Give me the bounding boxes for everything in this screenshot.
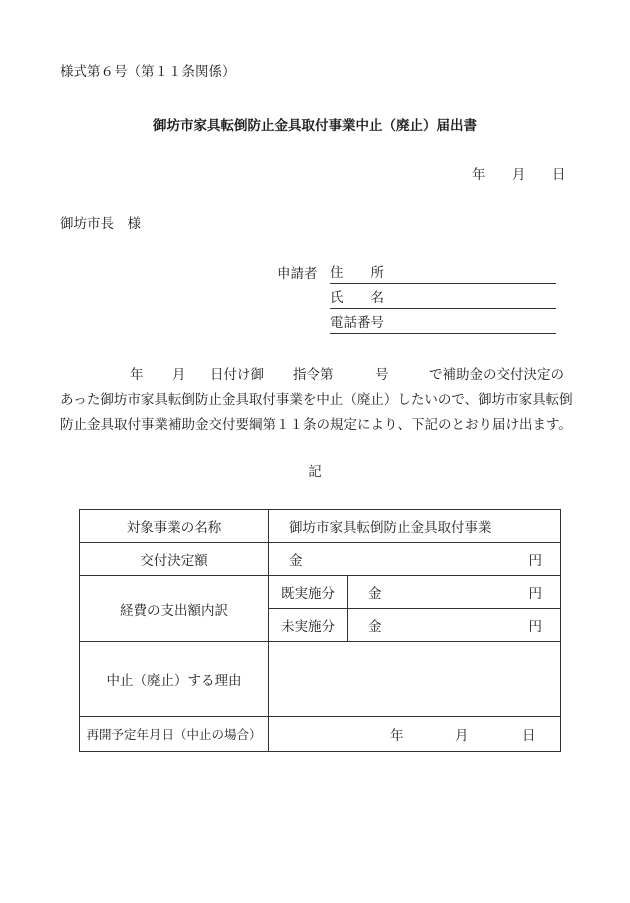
grant-yen: 円 — [528, 553, 542, 569]
row-reason — [80, 642, 561, 717]
paragraph-line-1 — [60, 363, 580, 388]
paragraph-number: 号 — [375, 367, 389, 383]
resume-date-value[interactable] — [269, 717, 561, 752]
paragraph-tail: で補助金の交付決定の — [429, 367, 564, 383]
paragraph-line-2-text: あった御坊市家具転倒防止金具取付事業を中止（廃止）したいので、御坊市家具転倒 — [60, 392, 573, 408]
address-label: 住 所 — [330, 265, 384, 281]
form-number: 様式第６号（第１１条関係） — [60, 64, 236, 80]
breakdown-label: 経費の支出額内訳 — [80, 576, 269, 642]
grant-amount-label: 交付決定額 — [80, 543, 269, 576]
phone-field[interactable] — [330, 314, 556, 334]
executed-money-prefix: 金 — [368, 586, 382, 602]
unexecuted-money-prefix: 金 — [368, 619, 382, 635]
executed-yen: 円 — [528, 586, 542, 602]
project-name-text: 御坊市家具転倒防止金具取付事業 — [289, 520, 492, 536]
applicant-label: 申請者 — [277, 266, 318, 282]
executed-label: 既実施分 — [269, 576, 348, 609]
unexecuted-label: 未実施分 — [269, 609, 348, 642]
unexecuted-yen: 円 — [528, 619, 542, 635]
details-table — [79, 509, 561, 752]
body-paragraph — [60, 363, 580, 438]
reason-value[interactable] — [269, 642, 561, 717]
note-heading: 記 — [308, 464, 322, 480]
reason-label: 中止（廃止）する理由 — [80, 642, 269, 717]
date-day: 日 — [552, 167, 566, 183]
row-project-name — [80, 510, 561, 543]
name-field[interactable] — [330, 289, 556, 309]
paragraph-month: 月 — [172, 367, 186, 383]
resume-month: 月 — [455, 728, 469, 744]
resume-day: 日 — [522, 728, 536, 744]
paragraph-dated: 日付け御 — [210, 367, 264, 383]
paragraph-directive: 指令第 — [293, 367, 334, 383]
paragraph-line-3-text: 防止金具取付事業補助金交付要綱第１１条の規定により、下記のとおり届け出ます。 — [60, 417, 572, 433]
project-name-label: 対象事業の名称 — [80, 510, 269, 543]
paragraph-line-3 — [60, 413, 580, 438]
date-month: 月 — [512, 167, 526, 183]
phone-label: 電話番号 — [330, 315, 384, 331]
document-title: 御坊市家具転倒防止金具取付事業中止（廃止）届出書 — [153, 118, 477, 134]
resume-year: 年 — [390, 728, 404, 744]
address-field[interactable] — [330, 264, 556, 284]
date-year: 年 — [472, 167, 486, 183]
unexecuted-amount[interactable] — [348, 609, 561, 642]
addressee: 御坊市長 様 — [60, 216, 141, 232]
executed-amount[interactable] — [348, 576, 561, 609]
paragraph-year: 年 — [130, 367, 144, 383]
grant-money-prefix: 金 — [289, 553, 303, 569]
grant-amount-value[interactable] — [269, 543, 561, 576]
row-executed — [80, 576, 561, 609]
row-grant-amount — [80, 543, 561, 576]
name-label: 氏 名 — [330, 290, 384, 306]
row-resume-date — [80, 717, 561, 752]
project-name-value — [269, 510, 561, 543]
paragraph-line-2 — [60, 388, 580, 413]
resume-date-label: 再開予定年月日（中止の場合） — [80, 717, 269, 752]
